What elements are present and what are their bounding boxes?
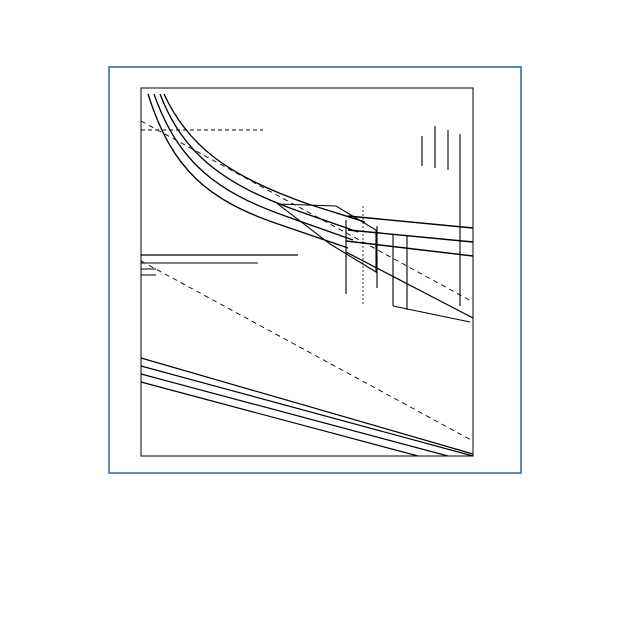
water-line-b [141,261,473,441]
boundary-pbh2-d [141,382,418,456]
pourbaix-svg [108,66,522,474]
pourbaix-diagram [108,66,522,474]
boundary-pb3o4-bottom [348,230,473,242]
plot-area [141,88,473,456]
boundary-pbh2-a [141,358,473,454]
boundary-pbo-top [346,241,473,256]
boundary-pbo2-pb2-d [148,94,348,248]
boundary-pbo2-pb2-b [160,94,358,232]
boundary-pbo2-pb2 [164,94,365,222]
boundary-pbh2-b [141,366,473,456]
question-title [14,10,38,30]
boundary-hpbo2-pb [393,306,470,322]
boundary-pbo2-pb2-c [154,94,353,240]
boundary-pb3o4-top [348,216,473,228]
pbo2-wedge [278,204,376,272]
boundary-pbo-pb [346,252,473,318]
boundary-pbh2-c [141,374,448,456]
water-line-a [141,121,473,302]
figure-frame [109,67,521,473]
